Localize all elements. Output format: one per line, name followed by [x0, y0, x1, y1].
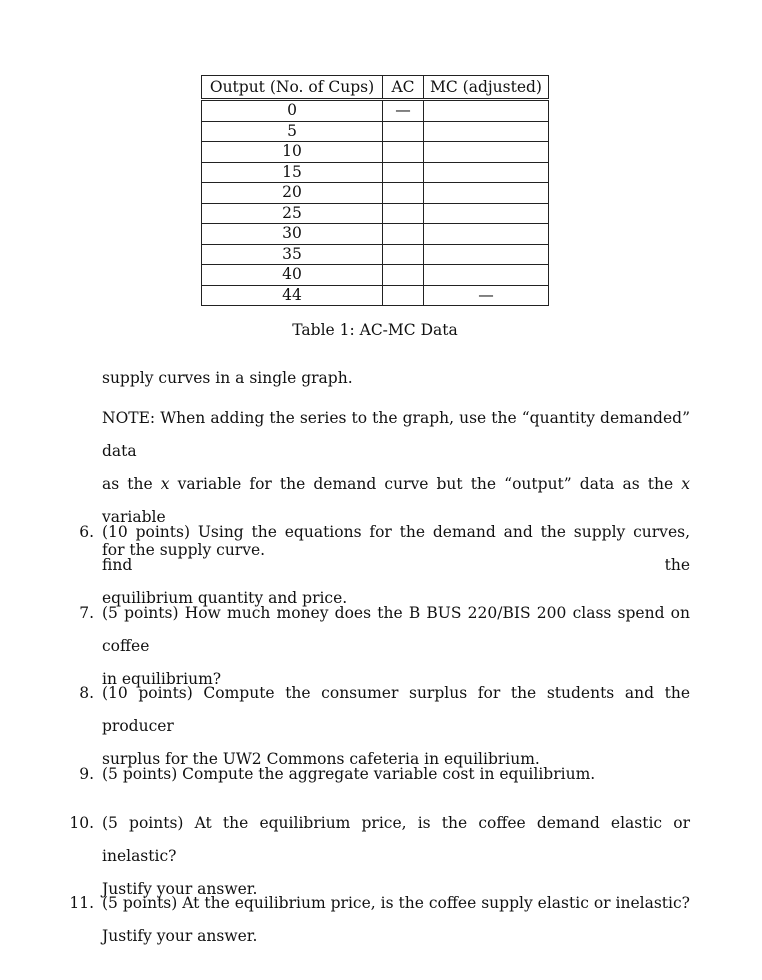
table-row	[202, 244, 549, 265]
cell-output: 25	[202, 203, 383, 224]
cell-output: 40	[202, 265, 383, 286]
table-row	[202, 142, 549, 163]
note-text-b: variable for the demand curve but the “output” data as the	[169, 475, 682, 493]
cell-ac	[383, 224, 424, 245]
question-text-cont: surplus for the UW2 Commons cafeteria in equilibrium.	[102, 750, 540, 768]
question-number: 11.	[69, 894, 94, 912]
question-number: 10.	[69, 814, 94, 832]
cell-output: 30	[202, 224, 383, 245]
header-ac: AC	[383, 76, 424, 100]
note-text-a: as the	[102, 475, 161, 493]
question-text: (5 points) At the equilibrium price, is the coffee supply elastic or inelastic?	[102, 894, 690, 912]
x-variable: x	[160, 475, 170, 493]
question-text: (5 points) How much money does the B BUS 220/BIS 200 class spend on coffee	[102, 604, 690, 655]
ac-mc-table-wrap	[201, 75, 549, 306]
ac-mc-table	[201, 75, 549, 306]
question-number: 8.	[79, 684, 94, 702]
question-9	[58, 758, 690, 791]
cell-ac	[383, 203, 424, 224]
cell-ac	[383, 142, 424, 163]
cell-ac	[383, 265, 424, 286]
cell-ac	[383, 244, 424, 265]
header-mc: MC (adjusted)	[424, 76, 549, 100]
cell-output: 35	[202, 244, 383, 265]
header-output: Output (No. of Cups)	[202, 76, 383, 100]
question-text-cont: equilibrium quantity and price.	[102, 589, 348, 607]
x-variable: x	[681, 475, 691, 493]
table-row	[202, 203, 549, 224]
cell-mc	[424, 183, 549, 204]
table-row	[202, 162, 549, 183]
cell-output: 20	[202, 183, 383, 204]
table-row	[202, 265, 549, 286]
question-text: (5 points) At the equilibrium price, is the coffee demand elastic or inelastic?	[102, 814, 690, 865]
cell-ac	[383, 183, 424, 204]
cell-mc	[424, 244, 549, 265]
note-line-1: NOTE: When adding the series to the graph, use the “quantity demanded” data	[102, 409, 690, 460]
table-row	[202, 100, 549, 122]
cell-mc	[424, 142, 549, 163]
cell-output: 44	[202, 285, 383, 306]
note-text-c: variable	[102, 508, 166, 526]
cell-output: 15	[202, 162, 383, 183]
note-line-3: for the supply curve.	[102, 541, 266, 559]
table-row	[202, 183, 549, 204]
table-caption: Table 1: AC-MC Data	[292, 321, 458, 339]
question-text-cont: in equilibrium?	[102, 670, 222, 688]
question-text-cont: Justify your answer.	[102, 880, 258, 898]
cell-output: 0	[202, 100, 383, 122]
cell-ac	[383, 285, 424, 306]
question-text: (10 points) Compute the consumer surplus for the students and the producer	[102, 684, 690, 735]
cell-mc	[424, 224, 549, 245]
cell-ac	[383, 121, 424, 142]
question-11	[58, 887, 690, 953]
cell-mc: —	[424, 285, 549, 306]
cell-output: 5	[202, 121, 383, 142]
table-row	[202, 224, 549, 245]
question-text-cont: Justify your answer.	[102, 927, 258, 945]
table-header-row	[202, 76, 549, 100]
cell-output: 10	[202, 142, 383, 163]
question-text: (5 points) Compute the aggregate variable cost in equilibrium.	[102, 765, 596, 783]
cell-ac: —	[383, 100, 424, 122]
cell-ac	[383, 162, 424, 183]
question-text: (10 points) Using the equations for the demand and the supply curves, find the	[102, 523, 690, 574]
table-row	[202, 285, 549, 306]
intro-line: supply curves in a single graph.	[102, 369, 353, 387]
cell-mc	[424, 203, 549, 224]
cell-mc	[424, 265, 549, 286]
cell-mc	[424, 100, 549, 122]
question-number: 9.	[79, 765, 94, 783]
cell-mc	[424, 162, 549, 183]
table-row	[202, 121, 549, 142]
cell-mc	[424, 121, 549, 142]
question-number: 7.	[79, 604, 94, 622]
question-number: 6.	[79, 523, 94, 541]
